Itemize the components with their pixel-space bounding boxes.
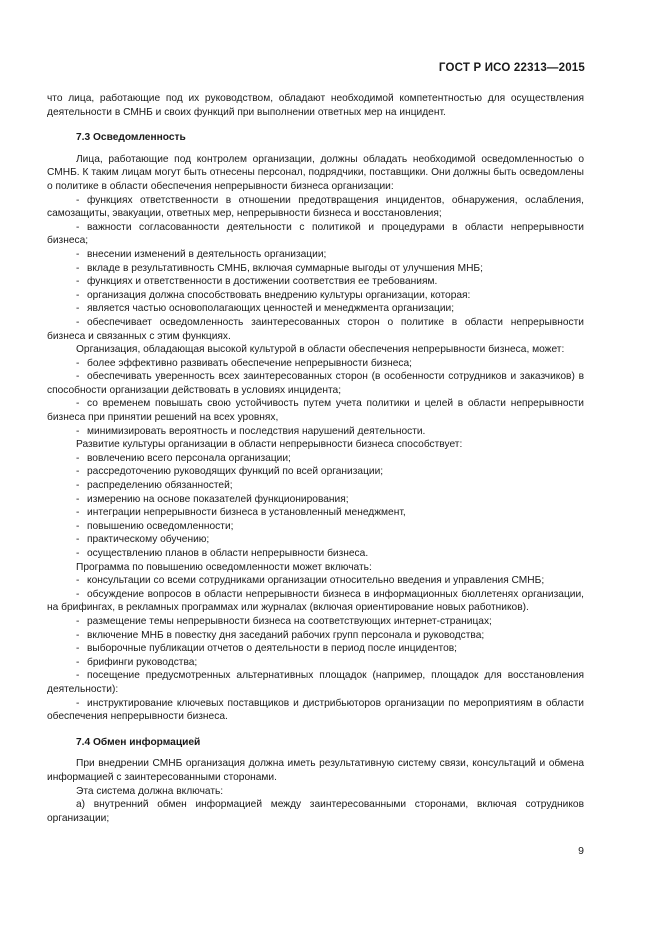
dash-marker: - xyxy=(76,276,80,288)
bullet-list-3 xyxy=(47,452,584,561)
dash-marker: - xyxy=(76,221,80,233)
lettered-item-a: а) внутренний обмен информацией между заинтересованными сторонами, включая сотрудников организации; xyxy=(47,799,584,824)
paragraph: Эта система должна включать: xyxy=(76,785,224,797)
list-item: - со временем повышать свою устойчивость путем учета политики и целей в области непрерывности бизнеса при принятии решений на всех уровнях, xyxy=(47,398,584,424)
dash-marker: - xyxy=(76,262,80,274)
document-header: ГОСТ Р ИСО 22313—2015 xyxy=(438,62,585,74)
section-heading-7-4: 7.4 Обмен информацией xyxy=(76,736,201,748)
list-item: - вкладе в результативность СМНБ, включая суммарные выгоды от улучшения МНБ; xyxy=(76,262,483,274)
dash-marker: - xyxy=(76,643,80,655)
list-item: - консультации со всеми сотрудниками организации относительно введения и управления СМНБ; xyxy=(76,575,545,587)
list-item: - осуществлению планов в области непрерывности бизнеса. xyxy=(76,548,369,559)
dash-marker: - xyxy=(76,425,80,437)
list-item: - обеспечивает осведомленность заинтересованных сторон о политике в области непрерывности бизнеса и связанных с этим функциях. xyxy=(47,316,584,342)
dash-marker: - xyxy=(76,548,80,559)
bullet-list-1 xyxy=(47,194,584,344)
dash-marker: - xyxy=(76,316,80,328)
page-number: 9 xyxy=(578,845,584,857)
list-item: - рассредоточению руководящих функций по всей организации; xyxy=(76,466,384,478)
paragraph: При внедрении СМНБ организация должна иметь результативную систему связи, консультаций и обмена информацией с заинтересованными сторонами. xyxy=(47,758,584,783)
dash-marker: - xyxy=(76,248,80,260)
list-item: - функциях ответственности в отношении предотвращения инцидентов, обнаружения, ослабления, самозащиты, эвакуации, ответных мер, непрерывности бизнеса и восстановления; xyxy=(47,194,584,220)
dash-marker: - xyxy=(76,575,80,587)
dash-marker: - xyxy=(76,194,80,206)
dash-marker: - xyxy=(76,615,80,627)
list-item: - внесении изменений в деятельность организации; xyxy=(76,248,327,260)
list-item: - более эффективно развивать обеспечение непрерывности бизнеса; xyxy=(76,357,412,369)
list-item: - важности согласованности деятельности с политикой и процедурами в области непрерывности бизнеса; xyxy=(47,221,584,247)
list-item: - обеспечивать уверенность всех заинтересованных сторон (в особенности сотрудников и заказчиков) в способности организации действовать в условиях инцидента; xyxy=(47,371,584,396)
list-item: - инструктирование ключевых поставщиков и дистрибьюторов организации по мероприятиям в области обеспечения непрерывности бизнеса. xyxy=(47,697,584,723)
paragraph: Лица, работающие под контролем организации, должны обладать необходимой осведомленностью о СМНБ. К таким лицам могут быть отнесены персонал, подрядчики, поставщики. Они должны быть осведомлены о политике в области обеспечения непрерывности бизнеса организации: xyxy=(47,153,584,192)
dash-marker: - xyxy=(76,656,80,668)
dash-marker: - xyxy=(76,534,80,546)
list-item: - минимизировать вероятность и последствия нарушений деятельности. xyxy=(76,425,426,437)
list-item: - распределению обязанностей; xyxy=(76,480,233,492)
dash-marker: - xyxy=(76,480,80,492)
dash-marker: - xyxy=(76,507,80,519)
list-item: - посещение предусмотренных альтернативных площадок (например, площадок для восстановления деятельности): xyxy=(47,670,584,695)
list-item: - интеграции непрерывности бизнеса в установленный менеджмент, xyxy=(76,507,406,519)
dash-marker: - xyxy=(76,588,80,600)
paragraph: Программа по повышению осведомленности может включать: xyxy=(76,561,372,573)
dash-marker: - xyxy=(76,520,80,532)
dash-marker: - xyxy=(76,670,80,682)
dash-marker: - xyxy=(76,697,80,709)
dash-marker: - xyxy=(76,357,80,369)
list-item: - размещение темы непрерывности бизнеса на соответствующих интернет-страницах; xyxy=(76,615,492,627)
list-item: - включение МНБ в повестку дня заседаний рабочих групп персонала и руководства; xyxy=(76,629,485,641)
list-item: - вовлечению всего персонала организации; xyxy=(76,452,291,464)
dash-marker: - xyxy=(76,303,80,315)
dash-marker: - xyxy=(76,371,80,383)
list-item: - функциях и ответственности в достижении соответствия ее требованиям. xyxy=(76,276,438,288)
section-heading-7-3: 7.3 Осведомленность xyxy=(76,132,186,144)
bullet-list-2 xyxy=(47,357,584,439)
list-item: - практическому обучению; xyxy=(76,534,210,546)
list-item: - является частью основополагающих ценностей и менеджмента организации; xyxy=(76,303,455,315)
list-item: - обсуждение вопросов в области непрерывности бизнеса в информационных бюллетенях организации, на брифингах, в рекламных программах или журналах (включая ориентирование новых работников). xyxy=(47,588,584,614)
paragraph: Развитие культуры организации в области непрерывности бизнеса способствует: xyxy=(76,439,463,451)
list-item: - повышению осведомленности; xyxy=(76,520,234,532)
bullet-list-4 xyxy=(47,574,584,724)
dash-marker: - xyxy=(76,629,80,641)
list-item: - выборочные публикации отчетов о деятельности в период после инцидентов; xyxy=(76,643,458,655)
intro-paragraph: что лица, работающие под их руководством, обладают необходимой компетентностью для осуществления деятельности в СМНБ и своих функций при выполнении ответных мер на инцидент. xyxy=(47,93,584,118)
list-item: - организация должна способствовать внедрению культуры организации, которая: xyxy=(76,289,471,301)
dash-marker: - xyxy=(76,452,80,464)
dash-marker: - xyxy=(76,493,80,505)
dash-marker: - xyxy=(76,289,80,301)
list-item: - измерению на основе показателей функционирования; xyxy=(76,493,349,505)
page-body xyxy=(47,92,584,825)
dash-marker: - xyxy=(76,466,80,478)
paragraph: Организация, обладающая высокой культурой в области обеспечения непрерывности бизнеса, может: xyxy=(76,344,565,356)
dash-marker: - xyxy=(76,398,80,410)
list-item: - брифинги руководства; xyxy=(76,656,198,668)
